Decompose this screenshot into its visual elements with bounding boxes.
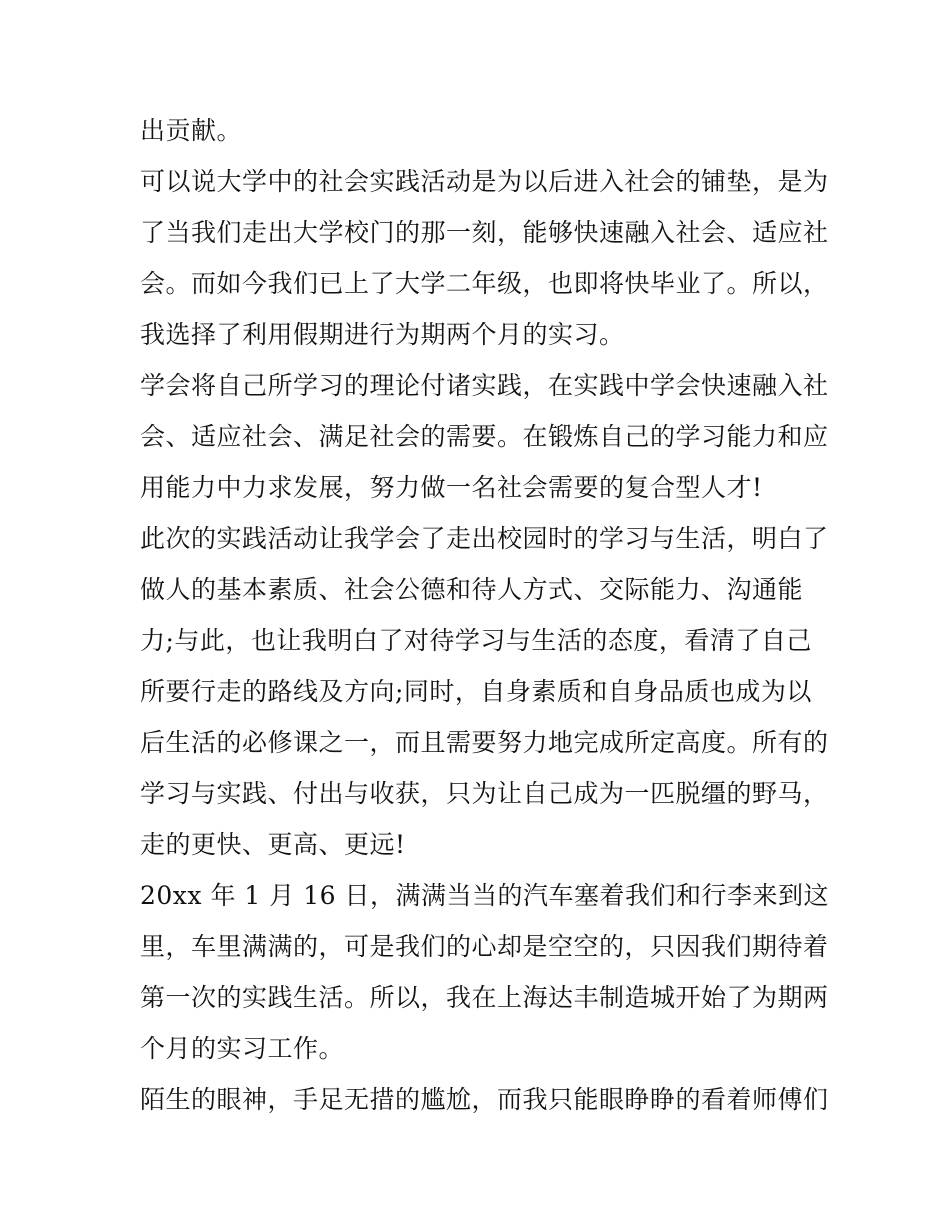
text-line: 会、适应社会、满足社会的需要。在锻炼自己的学习能力和应 bbox=[140, 422, 829, 451]
text-line: 做人的基本素质、社会公德和待人方式、交际能力、沟通能 bbox=[140, 575, 804, 604]
text-line: 所要行走的路线及方向;同时，自身素质和自身品质也成为以 bbox=[140, 677, 812, 706]
text-line: 力;与此，也让我明白了对待学习与生活的态度，看清了自己 bbox=[140, 626, 812, 655]
text-line: 20xx 年 1 月 16 日，满满当当的汽车塞着我们和行李来到这 bbox=[140, 881, 829, 910]
text-line: 走的更快、更高、更远! bbox=[140, 830, 406, 859]
text-line: 陌生的眼神，手足无措的尴尬，而我只能眼睁睁的看着师傅们 bbox=[140, 1085, 829, 1114]
body-text bbox=[140, 105, 829, 1125]
text-line: 可以说大学中的社会实践活动是为以后进入社会的铺垫，是为 bbox=[140, 167, 829, 196]
text-line: 后生活的必修课之一，而且需要努力地完成所定高度。所有的 bbox=[140, 728, 829, 757]
text-line: 此次的实践活动让我学会了走出校园时的学习与生活，明白了 bbox=[140, 524, 829, 553]
text-line: 我选择了利用假期进行为期两个月的实习。 bbox=[140, 320, 625, 349]
text-line: 第一次的实践生活。所以，我在上海达丰制造城开始了为期两 bbox=[140, 983, 829, 1012]
text-line: 用能力中力求发展，努力做一名社会需要的复合型人才! bbox=[140, 473, 763, 502]
text-line: 学习与实践、付出与收获，只为让自己成为一匹脱缰的野马， bbox=[140, 779, 829, 808]
text-line: 了当我们走出大学校门的那一刻，能够快速融入社会、适应社 bbox=[140, 218, 829, 247]
text-line: 学会将自己所学习的理论付诸实践，在实践中学会快速融入社 bbox=[140, 371, 829, 400]
text-line: 出贡献。 bbox=[140, 116, 243, 145]
text-line: 里，车里满满的，可是我们的心却是空空的，只因我们期待着 bbox=[140, 932, 829, 961]
text-line: 个月的实习工作。 bbox=[140, 1034, 345, 1063]
text-line: 会。而如今我们已上了大学二年级，也即将快毕业了。所以， bbox=[140, 269, 829, 298]
